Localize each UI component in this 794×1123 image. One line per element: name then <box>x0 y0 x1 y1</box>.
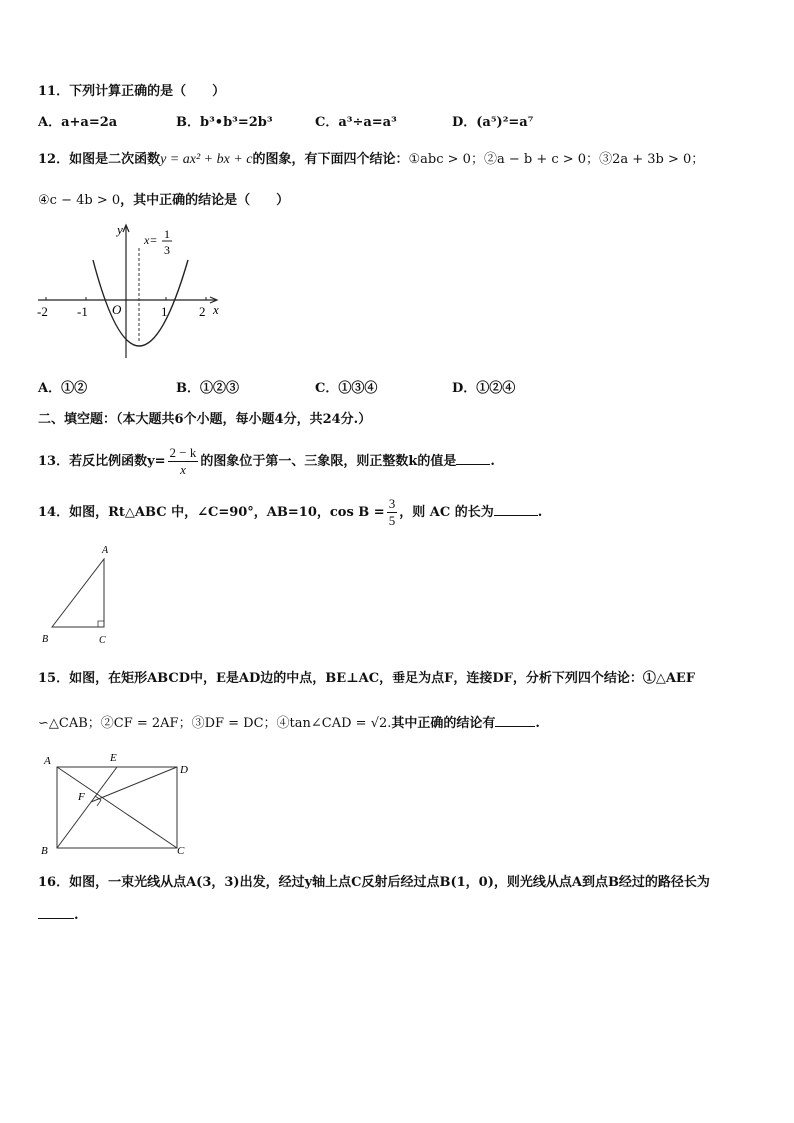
q12-option-c: C．①③④ <box>315 381 378 396</box>
right-angle-mark <box>98 621 104 627</box>
tick-label-2: 2 <box>199 304 206 319</box>
right-angle-mark <box>95 796 101 806</box>
q15-stem-line2 <box>38 712 540 733</box>
q12-option-b: B．①②③ <box>176 381 239 396</box>
vertex-c-label: C <box>99 635 106 646</box>
vertex-a-label: A <box>102 545 109 556</box>
q16-stem-line2 <box>38 904 79 925</box>
q16-end: . <box>74 908 79 923</box>
vertex-b-label: B <box>42 634 49 645</box>
tick-label-neg1: -1 <box>77 304 88 319</box>
q14-answer-blank <box>494 501 538 516</box>
x-axis-label: x <box>213 302 219 317</box>
q14-suffix: ，则 AC 的长为 <box>399 505 494 520</box>
segment-be <box>57 767 117 848</box>
symmetry-axis-label: x= <box>144 233 158 247</box>
q11-option-a: A．a+a=2a <box>38 115 118 130</box>
q12-tail: ，其中正确的结论是（ ） <box>120 193 290 208</box>
q14-prefix: 14．如图，Rt△ABC 中，∠C=90°，AB=10，cos B = <box>38 505 385 520</box>
tick-label-neg2: -2 <box>37 304 48 319</box>
q12-stem-line1 <box>38 151 704 169</box>
diagonal-ac <box>57 767 177 848</box>
q15-answer-blank <box>495 712 535 727</box>
q13-denominator: x <box>180 462 186 477</box>
vertex-b-label: B <box>41 845 48 857</box>
q16-stem-line1: 16．如图，一束光线从点A(3，3)出发，经过y轴上点C反射后经过点B(1，0)，则光线从点A到点B经过的路径长为 <box>38 875 710 890</box>
q11-option-d: D．(a⁵)²=a⁷ <box>452 115 534 130</box>
q13-fraction <box>168 445 199 478</box>
q12-conclusion-2: ②a − b + c > 0； <box>483 152 600 167</box>
q15-stem-line1: 15．如图，在矩形ABCD中，E是AD边的中点，BE⊥AC，垂足为点F，连接DF，分析下列四个结论：①△AEF <box>38 671 696 686</box>
q14-fraction <box>387 496 398 529</box>
q15-rectangle-figure <box>38 748 208 860</box>
q12-mid: 的图象，有下面四个结论： <box>252 152 409 167</box>
q13-stem <box>38 444 495 480</box>
q12-prefix: 12．如图是二次函数 <box>38 152 161 167</box>
q14-end: . <box>537 505 543 520</box>
q16-answer-blank <box>38 904 74 919</box>
q13-numerator: 2 − k <box>169 445 197 460</box>
q13-prefix: 13．若反比例函数y= <box>38 454 166 469</box>
q11-stem: 11．下列计算正确的是（ ） <box>38 84 226 99</box>
q15-conclusions: ∽△CAB；②CF = 2AF；③DF = DC；④tan∠CAD = √2. <box>38 716 392 731</box>
q13-answer-blank <box>456 450 490 465</box>
q12-function: y = ax² + bx + c <box>160 152 253 167</box>
y-axis-label: y <box>117 222 123 237</box>
parabola-curve <box>93 260 188 346</box>
vertex-d-label: D <box>180 764 188 776</box>
q14-denominator: 5 <box>388 513 396 528</box>
q12-option-d: D．①②④ <box>452 381 516 396</box>
point-e-label: E <box>110 752 117 764</box>
symmetry-axis-den: 3 <box>164 243 170 257</box>
vertex-c-label: C <box>177 845 185 857</box>
q12-conclusion-3: ③2a + 3b > 0； <box>599 152 705 167</box>
q12-option-a: A．①② <box>38 381 88 396</box>
origin-label: O <box>112 302 122 317</box>
q15-question: 其中正确的结论有 <box>391 716 496 731</box>
tick-label-1: 1 <box>161 304 168 319</box>
q12-conclusion-1: ①abc > 0； <box>408 152 484 167</box>
vertex-a-label: A <box>44 755 51 767</box>
q13-suffix: 的图象位于第一、三象限，则正整数k的值是 <box>200 454 457 469</box>
q13-end: . <box>490 454 495 469</box>
q12-conclusion-4: ④c − 4b > 0 <box>38 193 121 208</box>
q14-stem <box>38 495 542 531</box>
q11-option-c: C．a³÷a=a³ <box>315 115 397 130</box>
section-heading: 二、填空题：（本大题共6个小题，每小题4分，共24分.） <box>38 412 372 427</box>
q15-end: . <box>535 716 540 731</box>
point-f-label: F <box>78 791 85 803</box>
q14-triangle-figure <box>40 540 120 650</box>
q14-numerator: 3 <box>388 496 396 511</box>
q12-parabola-graph <box>30 220 230 365</box>
q11-option-b: B．b³•b³=2b³ <box>176 115 273 130</box>
triangle-abc <box>52 559 104 627</box>
q12-stem-line2 <box>38 192 289 210</box>
symmetry-axis-num: 1 <box>164 227 170 241</box>
